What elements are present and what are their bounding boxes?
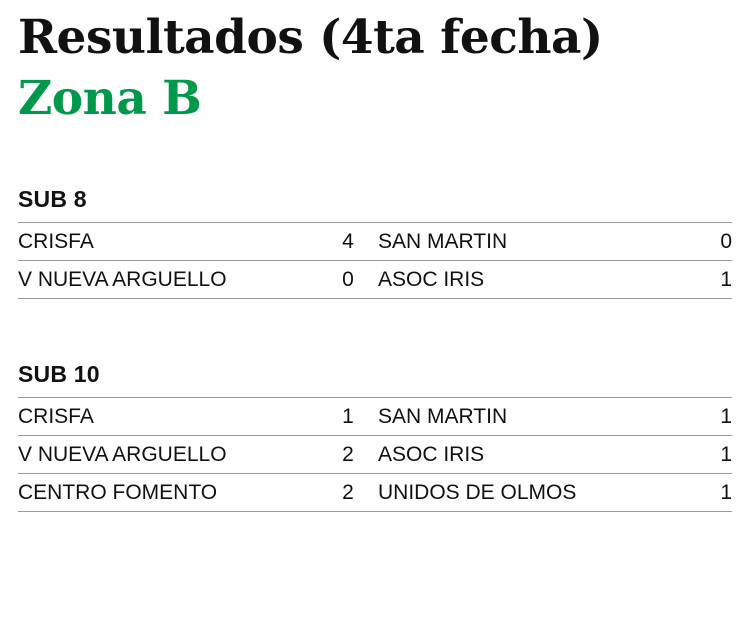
home-team: CRISFA — [18, 405, 94, 428]
away-team: ASOC IRIS — [378, 268, 485, 291]
results-table — [18, 397, 732, 512]
home-score: 2 — [342, 443, 354, 466]
section-title: SUB 10 — [18, 361, 100, 387]
home-team: V NUEVA ARGUELLO — [18, 268, 227, 291]
home-score: 2 — [342, 481, 354, 504]
home-team: CENTRO FOMENTO — [18, 481, 218, 504]
home-score: 1 — [342, 405, 354, 428]
away-score: 1 — [720, 405, 732, 428]
away-team: SAN MARTIN — [378, 405, 508, 428]
home-score: 4 — [342, 230, 354, 253]
home-team: V NUEVA ARGUELLO — [18, 443, 227, 466]
away-team: UNIDOS DE OLMOS — [378, 481, 577, 504]
table-row — [18, 223, 732, 261]
away-team: SAN MARTIN — [378, 230, 508, 253]
away-score: 1 — [720, 268, 732, 291]
away-team: ASOC IRIS — [378, 443, 485, 466]
away-score: 0 — [720, 230, 732, 253]
home-team: CRISFA — [18, 230, 94, 253]
away-score: 1 — [720, 481, 732, 504]
results-table — [18, 222, 732, 299]
section-sub-10 — [18, 361, 732, 512]
page-title: Resultados (4ta fecha) — [18, 10, 603, 65]
table-row — [18, 436, 732, 474]
section-title: SUB 8 — [18, 186, 87, 212]
section-sub-8 — [18, 186, 732, 299]
table-row — [18, 474, 732, 512]
page-subtitle: Zona B — [18, 71, 202, 126]
home-score: 0 — [342, 268, 354, 291]
away-score: 1 — [720, 443, 732, 466]
table-row — [18, 261, 732, 299]
table-row — [18, 398, 732, 436]
